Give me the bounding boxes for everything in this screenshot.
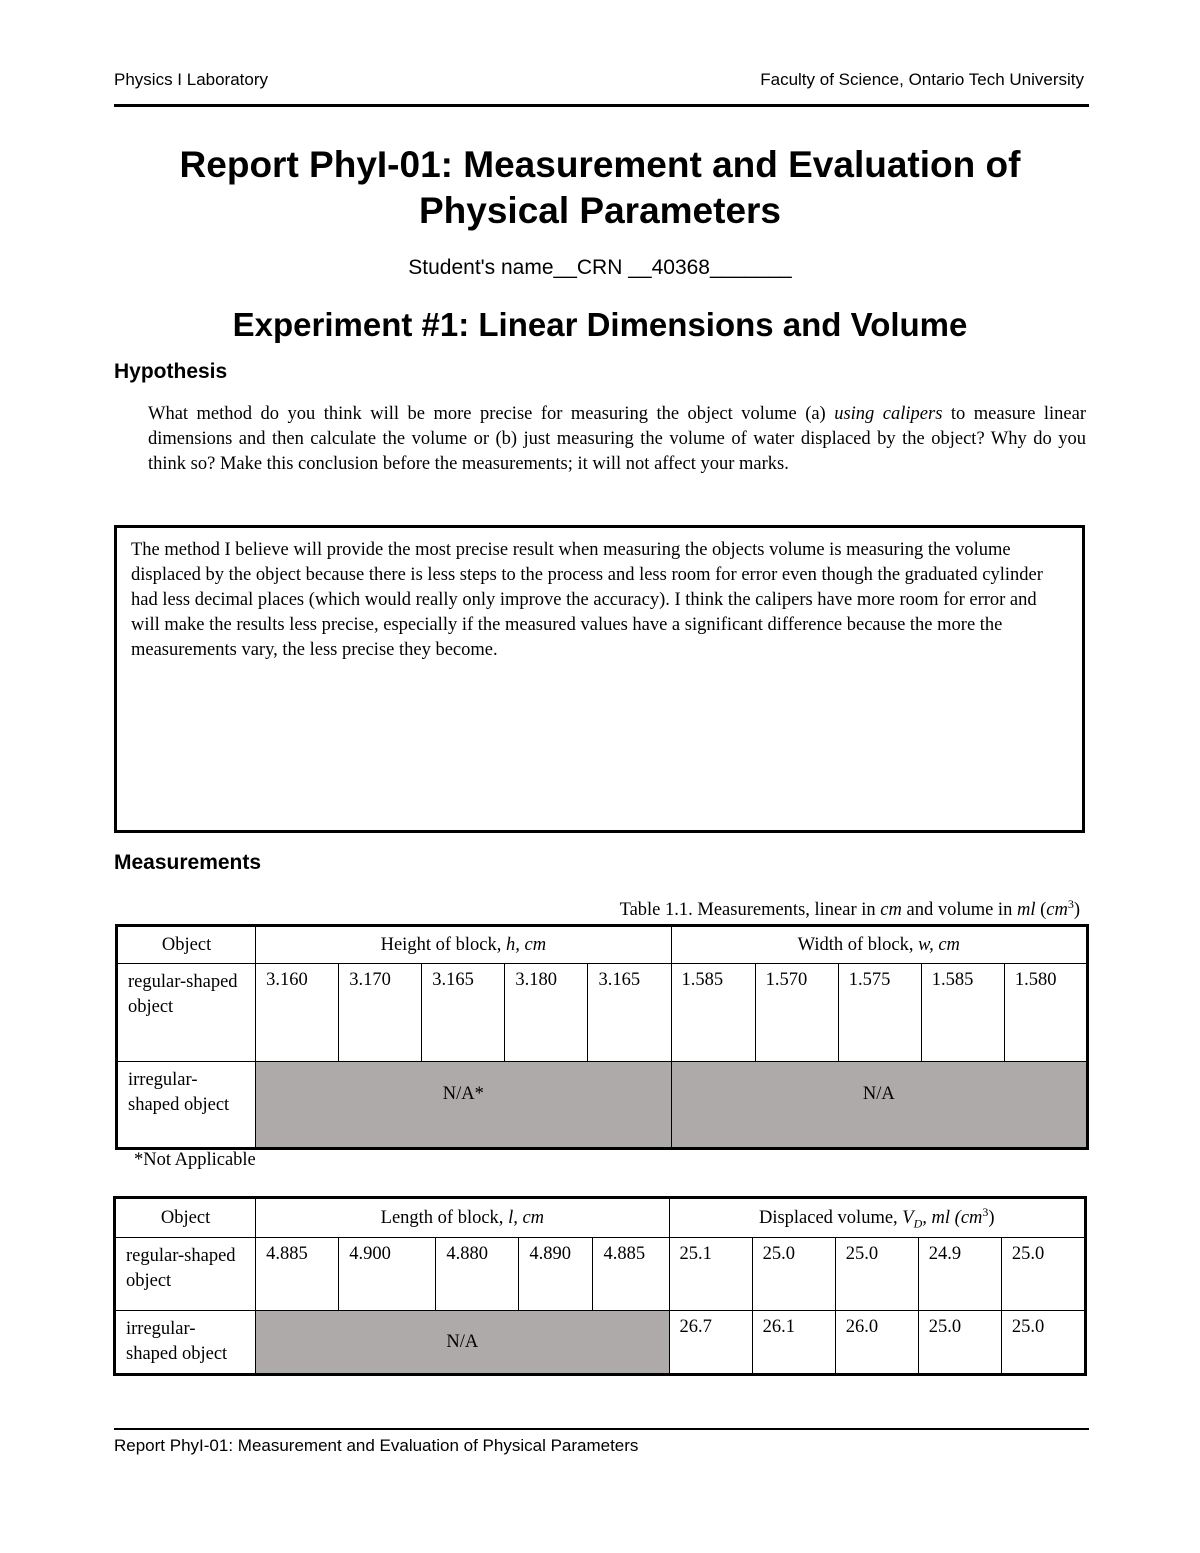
- table1-width-value[interactable]: 1.585: [671, 964, 755, 1062]
- table-footnote: *Not Applicable: [134, 1150, 256, 1170]
- table1-row-irregular: [117, 1062, 1088, 1149]
- table2-volume-value[interactable]: 25.1: [669, 1238, 752, 1311]
- table2-length-value[interactable]: 4.880: [436, 1238, 519, 1311]
- table1-width-value[interactable]: 1.570: [755, 964, 838, 1062]
- caption-paren: (: [1035, 900, 1047, 920]
- table2-regular-label: regular-shaped object: [115, 1238, 256, 1311]
- measurements-heading: Measurements: [114, 851, 262, 874]
- caption-close: ): [1073, 900, 1080, 920]
- report-title-line2: Physical Parameters: [418, 190, 781, 231]
- table2-irregular-volume-value[interactable]: 26.7: [669, 1311, 752, 1375]
- caption-prefix: Table 1.1. Measurements, linear in: [619, 900, 881, 920]
- table2-volume-value[interactable]: 24.9: [918, 1238, 1001, 1311]
- table2-col-length-symbol: l, cm: [508, 1207, 545, 1228]
- report-title-line1: Report PhyI-01: Measurement and Evaluation of: [179, 144, 1021, 185]
- table2-length-value[interactable]: 4.885: [593, 1238, 669, 1311]
- table2-col-volume-label: Displaced volume,: [758, 1207, 903, 1228]
- table2-irregular-label: irregular-shaped object: [115, 1311, 256, 1375]
- student-line: Student's name__CRN __40368_______: [408, 256, 792, 279]
- table2-length-value[interactable]: 4.900: [339, 1238, 436, 1311]
- table2-irregular-length-na: [256, 1311, 669, 1375]
- table1-height-value[interactable]: 3.160: [256, 964, 339, 1062]
- header-divider: [114, 104, 1089, 107]
- table1-irregular-width-text: N/A: [862, 1084, 895, 1104]
- table1-row-regular: [117, 964, 1088, 1062]
- table2-irregular-volume-value[interactable]: 26.0: [835, 1311, 918, 1375]
- hypothesis-question-part2: to measure linear dimensions and then calculate the volume or (b) just measuring the volume of water displaced by the object? Why do you think so? Make this conclusion before the measurements; it will not affect your marks.: [148, 404, 1086, 474]
- table1-col-height-label: Height of block,: [380, 934, 506, 955]
- table2-col-object: Object: [115, 1198, 256, 1238]
- table2-col-volume-sub-text: D: [913, 1216, 923, 1231]
- hypothesis-heading: Hypothesis: [114, 360, 228, 383]
- table2-col-length: [256, 1198, 669, 1238]
- table1-height-value[interactable]: 3.170: [339, 964, 422, 1062]
- table2-col-volume-sub: [914, 1216, 923, 1230]
- header-course: Physics I Laboratory: [114, 70, 269, 89]
- table1-header-row: [117, 926, 1088, 964]
- table2-col-length-label: Length of block,: [380, 1207, 509, 1228]
- table1-col-width-label: Width of block,: [797, 934, 919, 955]
- experiment-title: Experiment #1: Linear Dimensions and Volume: [232, 306, 968, 343]
- table1-irregular-width-na: [671, 1062, 1087, 1149]
- caption-exponent: 3: [1067, 896, 1074, 911]
- table2-volume-value[interactable]: 25.0: [752, 1238, 835, 1311]
- table1-col-height: [256, 926, 671, 964]
- table1-col-height-symbol: h, cm: [505, 934, 547, 955]
- table2-irregular-volume-value[interactable]: 25.0: [1001, 1311, 1085, 1375]
- table2-header-row: [115, 1198, 1086, 1238]
- table1-height-value[interactable]: 3.165: [588, 964, 671, 1062]
- table1-height-value[interactable]: 3.165: [422, 964, 505, 1062]
- header-faculty: Faculty of Science, Ontario Tech University: [760, 70, 1084, 89]
- table2-row-regular: [115, 1238, 1086, 1311]
- table2-length-value[interactable]: 4.885: [256, 1238, 339, 1311]
- caption-unit-cm3: cm: [1046, 900, 1068, 920]
- table1-width-value[interactable]: 1.580: [1004, 964, 1087, 1062]
- table2-col-volume-close: ): [988, 1207, 995, 1228]
- table1-irregular-height-text: N/A*: [442, 1084, 484, 1104]
- table1-irregular-height-na: [256, 1062, 671, 1149]
- hypothesis-question-italic: using calipers: [834, 404, 943, 424]
- table2-length-value[interactable]: 4.890: [519, 1238, 593, 1311]
- table1-col-object: Object: [117, 926, 256, 964]
- report-title: [114, 142, 1086, 234]
- table2-irregular-volume-value[interactable]: 25.0: [918, 1311, 1001, 1375]
- table2-col-volume-unit: , ml (cm: [922, 1207, 983, 1228]
- table1-col-width-symbol: w, cm: [918, 934, 960, 955]
- hypothesis-answer-box[interactable]: [114, 525, 1085, 833]
- hypothesis-question: [148, 402, 1086, 477]
- table1-regular-label: regular-shaped object: [117, 964, 256, 1062]
- table2-irregular-length-text: N/A: [446, 1331, 479, 1352]
- table-caption: [619, 896, 1080, 921]
- caption-unit-cm: cm: [880, 900, 902, 920]
- table2-volume-value[interactable]: 25.0: [835, 1238, 918, 1311]
- table2-col-volume: [669, 1198, 1085, 1238]
- footer-title: Report PhyI-01: Measurement and Evaluation of Physical Parameters: [114, 1436, 639, 1455]
- table2-col-volume-exp: 3: [982, 1204, 989, 1219]
- table2-col-volume-symbol: V: [902, 1207, 914, 1228]
- caption-unit-ml: ml: [1016, 900, 1036, 920]
- hypothesis-question-part1: What method do you think will be more precise for measuring the object volume (a): [148, 404, 835, 424]
- footer-divider: [114, 1428, 1089, 1430]
- table2-volume-value[interactable]: 25.0: [1001, 1238, 1085, 1311]
- table1-width-value[interactable]: 1.575: [838, 964, 921, 1062]
- table1-col-width: [671, 926, 1087, 964]
- table2-row-irregular: [115, 1311, 1086, 1375]
- hypothesis-answer-text: The method I believe will provide the most precise result when measuring the objects volume is measuring the volume displaced by the object because there is less steps to the process and less room for error even though the graduated cylinder had less decimal places (which would really only improve the accuracy). I think the calipers have more room for error and will make the results less precise, especially if the measured values have a significant difference because the more the measurements vary, the less precise they become.: [131, 540, 1043, 660]
- caption-mid: and volume in: [901, 900, 1017, 920]
- table1-width-value[interactable]: 1.585: [921, 964, 1004, 1062]
- table1-height-value[interactable]: 3.180: [505, 964, 588, 1062]
- table2-irregular-volume-value[interactable]: 26.1: [752, 1311, 835, 1375]
- measurements-table-length-volume: [113, 1196, 1087, 1376]
- measurements-table-height-width: [115, 924, 1089, 1150]
- table1-irregular-label: irregular-shaped object: [117, 1062, 256, 1149]
